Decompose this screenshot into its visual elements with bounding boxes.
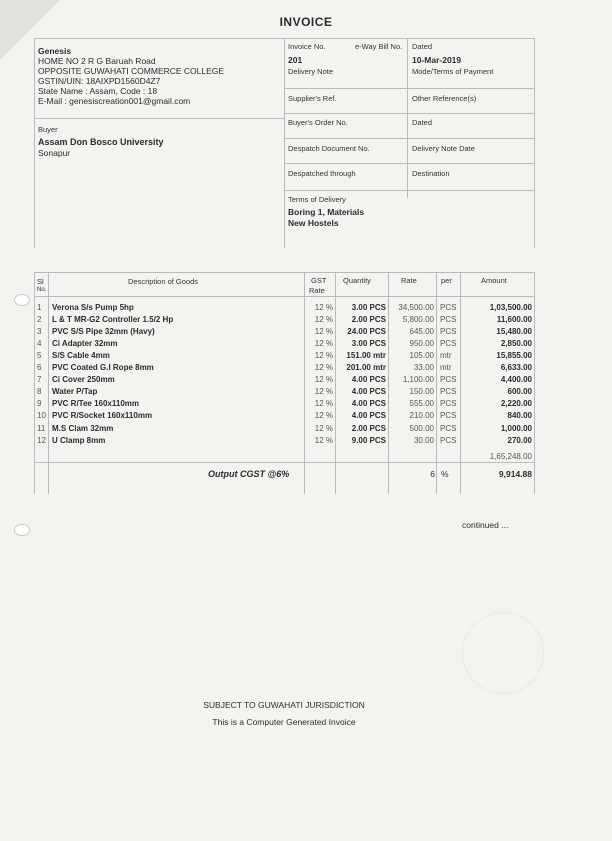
invoice-title: INVOICE [279, 15, 333, 29]
tax-amount: 9,914.88 [498, 469, 532, 479]
seller-email: E-Mail : genesiscreation001@gmail.com [38, 96, 191, 106]
frame-line [284, 38, 285, 248]
table-row [0, 351, 612, 362]
cell-qty: 9.00 PCS [351, 435, 386, 445]
table-header-divider [34, 296, 534, 297]
cell-gst: 12 % [314, 435, 333, 445]
cell-qty: 24.00 PCS [347, 327, 386, 337]
cell-per: PCS [440, 399, 457, 409]
cell-qty: 4.00 PCS [351, 387, 386, 397]
cell-sl: 5 [37, 351, 42, 361]
frame-line [284, 113, 534, 114]
col-gst-rate-header: Rate [309, 286, 325, 295]
cell-per: PCS [440, 375, 457, 385]
cell-qty: 2.00 PCS [351, 315, 386, 325]
table-row [0, 315, 612, 326]
punch-hole [14, 524, 30, 536]
cell-sl: 12 [37, 435, 46, 445]
cell-gst: 12 % [314, 303, 333, 312]
cell-rate: 34,500.00 [398, 303, 434, 312]
cell-rate: 1,100.00 [402, 375, 434, 385]
cell-amount: 270.00 [507, 435, 532, 445]
cell-desc: Ci Adapter 32mm [52, 339, 118, 349]
seller-gstin: GSTIN/UIN: 18AIXPD1560D4Z7 [38, 76, 161, 86]
mode-terms-label: Mode/Terms of Payment [412, 67, 494, 76]
cell-per: PCS [440, 387, 457, 397]
frame-line [34, 38, 534, 39]
dated-label: Dated [412, 42, 433, 51]
subtotal-divider [34, 462, 534, 463]
cell-per: PCS [440, 315, 457, 325]
cell-amount: 6,633.00 [500, 363, 532, 373]
frame-line [284, 88, 534, 89]
table-border-top [34, 272, 534, 273]
table-row [0, 339, 612, 350]
despatched-through-label: Despatched through [288, 169, 356, 178]
cell-desc: L & T MR-G2 Controller 1.5/2 Hp [52, 315, 174, 325]
cell-sl: 3 [37, 327, 42, 337]
cell-desc: Water P/Tap [52, 387, 98, 397]
despatch-doc-label: Despatch Document No. [288, 144, 370, 153]
col-no-header: No. [37, 287, 47, 293]
cell-sl: 1 [37, 303, 42, 312]
dated2-label: Dated [412, 118, 433, 127]
cell-desc: U Clamp 8mm [52, 435, 106, 445]
cell-rate: 645.00 [409, 327, 434, 337]
table-row [0, 411, 612, 422]
cell-sl: 7 [37, 375, 42, 385]
cell-sl: 9 [37, 399, 42, 409]
cell-sl: 2 [37, 315, 42, 325]
terms-line1: Boring 1, Materials [288, 207, 365, 217]
seller-block [38, 46, 224, 106]
cell-amount: 840.00 [507, 411, 532, 421]
continued-note: continued ... [462, 520, 509, 530]
cell-amount: 4,400.00 [500, 375, 532, 385]
cell-qty: 3.00 PCS [351, 339, 386, 349]
seller-state: State Name : Assam, Code : 18 [38, 86, 158, 96]
cell-rate: 950.00 [409, 339, 434, 349]
frame-line [284, 138, 534, 139]
cell-qty: 151.00 mtr [346, 351, 386, 361]
cell-desc: M.S Clam 32mm [52, 423, 114, 433]
cell-amount: 2,220.00 [500, 399, 532, 409]
cell-sl: 11 [37, 423, 46, 433]
dated-value: 10-Mar-2019 [412, 55, 462, 65]
frame-line [34, 118, 284, 119]
cell-qty: 201.00 mtr [346, 363, 386, 373]
frame-line [284, 190, 534, 191]
col-rate-header: Rate [401, 276, 417, 285]
tax-percent-sign: % [441, 469, 449, 479]
buyer-label: Buyer [38, 125, 58, 134]
table-row [0, 375, 612, 386]
cell-desc: PVC R/Tee 160x110mm [52, 399, 140, 409]
delivery-note-date-label: Delivery Note Date [412, 144, 475, 153]
cell-amount: 11,600.00 [496, 315, 532, 325]
cell-amount: 600.00 [507, 387, 532, 397]
cell-per: mtr [440, 363, 452, 373]
terms-line2: New Hostels [288, 218, 339, 228]
cell-gst: 12 % [314, 375, 333, 385]
table-row [0, 387, 612, 398]
cell-amount: 1,03,500.00 [489, 303, 532, 312]
tax-rate: 6 [430, 469, 435, 479]
cell-per: mtr [440, 351, 452, 361]
cell-gst: 12 % [314, 363, 333, 373]
cell-desc: S/S Cable 4mm [52, 351, 110, 361]
table-row [0, 424, 612, 435]
cell-rate: 105.00 [409, 351, 434, 361]
delivery-note-label: Delivery Note [288, 67, 334, 76]
table-row [0, 436, 612, 447]
cell-sl: 6 [37, 363, 42, 373]
cell-gst: 12 % [314, 339, 333, 349]
invoice-no-label: Invoice No. [288, 42, 326, 51]
destination-label: Destination [412, 169, 450, 178]
table-row [0, 399, 612, 410]
cell-per: PCS [440, 303, 457, 312]
frame-line [407, 38, 408, 198]
cell-gst: 12 % [314, 411, 333, 421]
cell-rate: 210.00 [409, 411, 434, 421]
cell-qty: 2.00 PCS [351, 423, 386, 433]
cell-qty: 4.00 PCS [351, 375, 386, 385]
seller-address-line2: OPPOSITE GUWAHATI COMMERCE COLLEGE [38, 66, 225, 76]
cell-rate: 5,800.00 [402, 315, 434, 325]
cell-per: PCS [440, 435, 457, 445]
cell-amount: 15,480.00 [496, 327, 532, 337]
cell-amount: 15,855.00 [496, 351, 532, 361]
cell-per: PCS [440, 411, 457, 421]
cell-rate: 33.00 [413, 363, 434, 373]
col-gst-header: GST [311, 276, 327, 285]
cell-amount: 2,850.00 [500, 339, 532, 349]
cell-gst: 12 % [314, 351, 333, 361]
cell-desc: Ci Cover 250mm [52, 375, 115, 385]
cell-desc: PVC R/Socket 160x110mm [52, 411, 153, 421]
buyer-place: Sonapur [38, 148, 71, 158]
seller-name: Genesis [38, 46, 72, 56]
cell-gst: 12 % [314, 423, 333, 433]
table-row [0, 363, 612, 374]
jurisdiction-note: SUBJECT TO GUWAHATI JURISDICTION [203, 700, 365, 710]
col-amount-header: Amount [481, 276, 507, 285]
col-sl-header: Sl [37, 277, 44, 286]
tax-label: Output CGST @6% [208, 469, 290, 479]
frame-line [284, 163, 534, 164]
cell-desc: PVC S/S Pipe 32mm (Havy) [52, 327, 155, 337]
cell-qty: 3.00 PCS [351, 303, 386, 312]
col-per-header: per [441, 276, 452, 285]
cell-qty: 4.00 PCS [351, 411, 386, 421]
cell-rate: 150.00 [409, 387, 434, 397]
subtotal-amount: 1,65,248.00 [489, 452, 532, 461]
cell-per: PCS [440, 339, 457, 349]
cell-gst: 12 % [314, 387, 333, 397]
other-ref-label: Other Reference(s) [412, 94, 477, 103]
col-quantity-header: Quantity [343, 276, 371, 285]
cell-qty: 4.00 PCS [351, 399, 386, 409]
cell-per: PCS [440, 327, 457, 337]
frame-line [534, 38, 535, 248]
col-description-header: Description of Goods [128, 277, 199, 286]
cell-sl: 8 [37, 387, 42, 397]
invoice-no-value: 201 [288, 55, 303, 65]
cell-desc: Verona S/s Pump 5hp [52, 303, 134, 312]
cell-per: PCS [440, 423, 457, 433]
buyers-order-label: Buyer's Order No. [288, 118, 348, 127]
table-row [0, 327, 612, 338]
cell-sl: 10 [37, 411, 46, 421]
computer-generated-note: This is a Computer Generated Invoice [212, 717, 356, 727]
cell-desc: PVC Coated G.I Rope 8mm [52, 363, 154, 373]
suppliers-ref-label: Supplier's Ref. [288, 94, 337, 103]
cell-gst: 12 % [314, 399, 333, 409]
faint-stamp [462, 612, 544, 694]
cell-gst: 12 % [314, 327, 333, 337]
cell-rate: 30.00 [413, 435, 434, 445]
cell-sl: 4 [37, 339, 42, 349]
terms-of-delivery-label: Terms of Delivery [288, 195, 346, 204]
eway-bill-label: e-Way Bill No. [355, 42, 403, 51]
cell-rate: 555.00 [409, 399, 434, 409]
cell-gst: 12 % [314, 315, 333, 325]
buyer-name: Assam Don Bosco University [38, 137, 164, 147]
table-row [0, 303, 612, 314]
cell-rate: 500.00 [409, 423, 434, 433]
cell-amount: 1,000.00 [500, 423, 532, 433]
seller-address-line1: HOME NO 2 R G Baruah Road [38, 56, 156, 66]
frame-line [34, 38, 35, 248]
